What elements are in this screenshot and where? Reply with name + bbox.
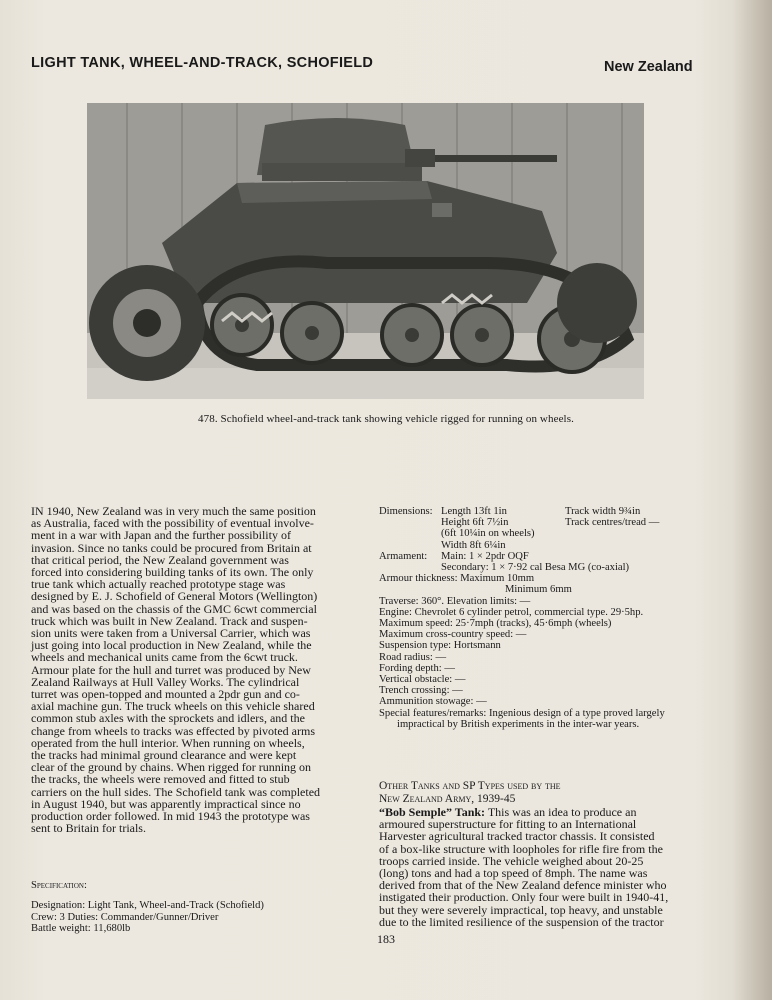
engine: Engine: Chevrolet 6 cylinder petrol, commercial type. 29·5hp. [379, 606, 644, 618]
text-line: change from wheels to tracks was effected by pivoted arms [31, 723, 316, 738]
dimensions-block [379, 506, 719, 551]
specification-block [31, 880, 331, 935]
text-line: operated from the hull interior. When running on wheels, [31, 735, 305, 750]
designation: Designation: Light Tank, Wheel-and-Track (Schofield) [31, 900, 264, 912]
heading-line: Other Tanks and SP Types used by the [379, 780, 561, 792]
text-line: This was an idea to produce an [485, 805, 637, 819]
text-line: sion units were taken from a Universal Carrier, which was [31, 626, 311, 641]
trench-crossing: Trench crossing: — [379, 685, 463, 697]
text-line: (long) tons and had a top speed of 8mph. The name was [379, 866, 648, 881]
text-line: Zealand Railways at Hull Valley Works. The cylindrical [31, 674, 300, 689]
armour-max: Armour thickness: Maximum 10mm [379, 573, 535, 585]
height-wheels-value: (6ft 10¼in on wheels) [441, 528, 535, 540]
text-line: carriers on the hull sides. The Schofield tank was completed [31, 784, 321, 799]
page-title: LIGHT TANK, WHEEL-AND-TRACK, SCHOFIELD [31, 55, 374, 71]
road-radius: Road radius: — [379, 651, 447, 663]
text-line: invasion. Since no tanks could be procured from Britain at [31, 540, 312, 555]
main-article-text [31, 505, 349, 834]
length-value: Length 13ft 1in [441, 506, 507, 517]
traverse: Traverse: 360°. Elevation limits: — [379, 595, 531, 607]
track-width-value: Track width 9¾in [565, 506, 641, 517]
heading-line: New Zealand Army, 1939-45 [379, 792, 516, 805]
text-line: IN 1940, New Zealand was in very much the same position [31, 504, 316, 518]
text-line: common stub axles with the sprockets and idlers, and the [31, 711, 305, 726]
ammunition-stowage: Ammunition stowage: — [379, 696, 487, 708]
text-line: just going into local production in New Zealand, while the [31, 638, 312, 653]
text-line: and was based on the chassis of the GMC 6cwt commercial [31, 601, 317, 616]
text-line: turret was open-topped and mounted a 2pdr gun and co- [31, 687, 300, 702]
crew: Crew: 3 Duties: Commander/Gunner/Driver [31, 911, 219, 923]
cross-country-speed: Maximum cross-country speed: — [379, 629, 527, 641]
vertical-obstacle: Vertical obstacle: — [379, 674, 466, 686]
tank-illustration [87, 103, 644, 399]
text-line: as Australia, faced with the possibility of eventual involve- [31, 516, 314, 531]
main-armament: Main: 1 × 2pdr OQF [441, 550, 529, 562]
text-line: in August 1940, but was apparently impractical since no [31, 796, 301, 811]
text-line: due to the limited resilience of the suspension of the tractor [379, 914, 664, 929]
text-line: derived from that of the New Zealand defence minister who [379, 878, 667, 893]
text-line: armoured superstructure for fitting to an International [379, 817, 637, 832]
text-line: but they were severely impractical, top heavy, and unstable [379, 902, 663, 917]
secondary-armament: Secondary: 1 × 7·92 cal Besa MG (co-axial) [441, 562, 630, 574]
text-line: instigated their production. Only four were built in 1940-41, [379, 890, 669, 905]
specification-label: Specification: [31, 880, 87, 891]
bob-semple-label: “Bob Semple” Tank: [379, 805, 486, 819]
height-value: Height 6ft 7½in [441, 517, 509, 529]
country-heading: New Zealand [604, 59, 693, 75]
text-line: clear of the ground by chains. When rigged for running on [31, 760, 312, 775]
text-line: designed by E. J. Schofield of General Motors (Wellington) [31, 589, 318, 604]
text-line: ment in a war with Japan and the further possibility of [31, 528, 291, 543]
other-types-text [379, 806, 697, 928]
text-line: the tracks had minimal ground clearance and were kept [31, 748, 297, 763]
text-line: of a box-like structure with loopholes for rifle fire from the [379, 841, 663, 856]
text-line: truck which was built in New Zealand. Track and suspen- [31, 613, 308, 628]
special-features: Special features/remarks: Ingenious design of a type proved largely [379, 707, 665, 719]
width-value: Width 8ft 6¼in [441, 539, 506, 551]
armour-min: Minimum 6mm [505, 584, 572, 596]
special-features-cont: impractical by British experiments in the inter-war years. [397, 718, 640, 730]
track-centres-value: Track centres/tread — [565, 517, 660, 529]
text-line: axial machine gun. The truck wheels on this vehicle shared [31, 699, 315, 714]
text-line: forced into considering building tanks of its own. The only [31, 565, 314, 580]
text-line: Armour plate for the hull and turret was produced by New [31, 662, 311, 677]
text-line: troops carried inside. The vehicle weighed about 20-25 [379, 853, 644, 868]
armament-label: Armament: [379, 550, 428, 562]
battle-weight: Battle weight: 11,680lb [31, 923, 131, 935]
dimensions-label: Dimensions: [379, 506, 433, 517]
text-line: that critical period, the New Zealand government was [31, 552, 289, 567]
max-speed: Maximum speed: 25·7mph (tracks), 45·6mph (wheels) [379, 618, 612, 630]
text-line: Harvester agricultural tracked tractor chassis. It consisted [379, 829, 655, 844]
text-line: production order followed. In mid 1943 the prototype was [31, 809, 310, 824]
technical-data-column [379, 506, 719, 730]
text-line: the tracks, the wheels were removed and fitted to stub [31, 772, 290, 787]
photo-caption: 478. Schofield wheel-and-track tank showing vehicle rigged for running on wheels. [198, 413, 574, 425]
armament-block [379, 551, 719, 573]
text-line: wheels and mechanical units came from the 6cwt truck. [31, 650, 298, 665]
suspension-type: Suspension type: Hortsmann [379, 640, 501, 652]
page-number: 183 [377, 932, 395, 946]
text-line: true tank which actually reached prototype stage was [31, 577, 286, 592]
text-line: sent to Britain for trials. [31, 821, 146, 836]
fording-depth: Fording depth: — [379, 662, 455, 674]
tank-photograph [87, 103, 644, 399]
other-types-heading [379, 780, 709, 805]
